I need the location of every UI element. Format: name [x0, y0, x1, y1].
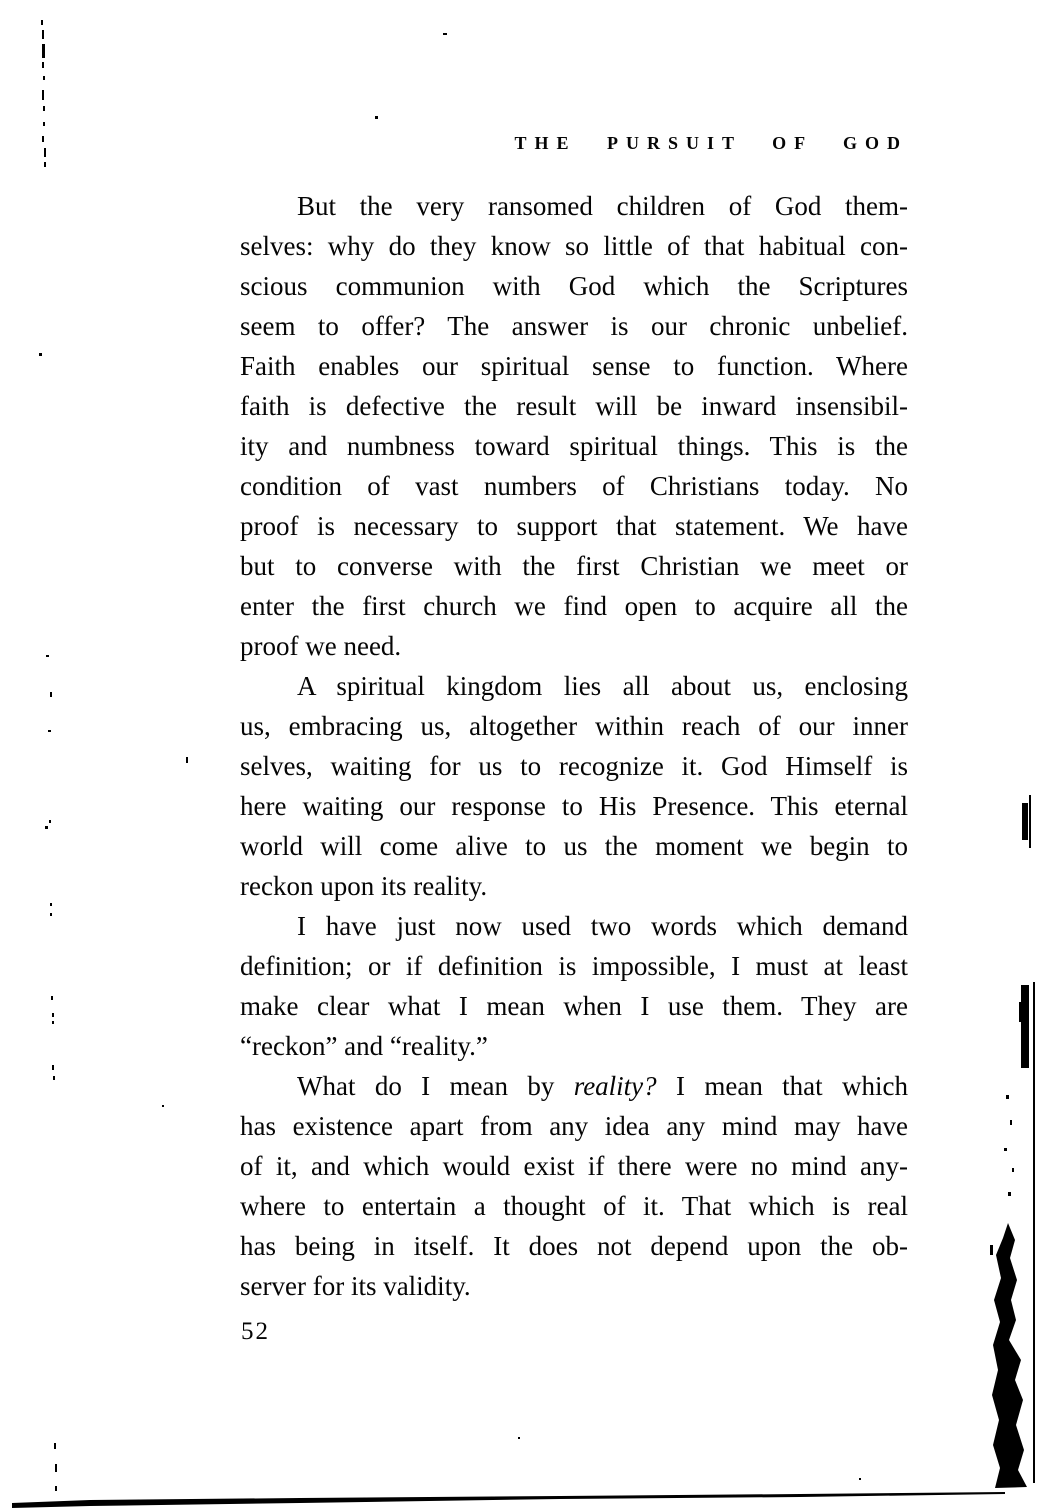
text-line: ity and numbness toward spiritual things. This is the — [240, 431, 908, 461]
text-line: definition; or if definition is impossible, I must at least — [240, 951, 908, 981]
italic-word: reality? — [573, 1071, 657, 1101]
text-line: reckon upon its reality. — [240, 871, 488, 901]
text-line: Faith enables our spiritual sense to function. Where — [240, 351, 908, 381]
text-line: selves, waiting for us to recognize it. God Himself is — [240, 751, 908, 781]
scan-artifact-left-dashed-line — [41, 20, 46, 167]
scan-artifact-right-smudge — [992, 1223, 1027, 1488]
text-line: where to entertain a thought of it. That which is real — [240, 1191, 908, 1221]
text-line: scious communion with God which the Scriptures — [240, 271, 908, 301]
text-line: faith is defective the result will be inward insensibil- — [240, 391, 908, 421]
text-line: selves: why do they know so little of that habitual con- — [240, 231, 908, 261]
text-line: has being in itself. It does not depend upon the ob- — [240, 1231, 908, 1261]
scan-artifact-bottom-left-dashes — [54, 1443, 57, 1491]
scan-artifact-right-marks — [990, 795, 1035, 1483]
scan-artifact-bottom-line — [12, 1492, 1005, 1508]
text-line: has existence apart from any idea any mind may have — [240, 1111, 908, 1141]
text-line: seem to offer? The answer is our chronic unbelief. — [240, 311, 908, 341]
text-line: make clear what I mean when I use them. They are — [240, 991, 908, 1021]
text-line: world will come alive to us the moment we begin to — [240, 831, 908, 861]
text-segment: I mean that which — [656, 1071, 908, 1101]
text-line: enter the first church we find open to acquire all the — [240, 591, 908, 621]
text-segment: What do I mean by — [297, 1071, 574, 1101]
text-line: here waiting our response to His Presence. This eternal — [240, 791, 908, 821]
text-line: but to converse with the first Christian we meet or — [240, 551, 908, 581]
text-line: server for its validity. — [240, 1271, 471, 1301]
text-line: us, embracing us, altogether within reach of our inner — [240, 711, 908, 741]
text-line: proof is necessary to support that statement. We have — [240, 511, 908, 541]
text-line: I have just now used two words which demand — [297, 911, 908, 941]
text-line: But the very ransomed children of God them- — [297, 191, 908, 221]
text-line: “reckon” and “reality.” — [240, 1031, 488, 1061]
page-number: 52 — [241, 1318, 270, 1345]
text-line: of it, and which would exist if there were no mind any- — [240, 1151, 908, 1181]
text-line: condition of vast numbers of Christians today. No — [240, 471, 908, 501]
text-line: proof we need. — [240, 631, 402, 661]
text-line — [240, 1066, 908, 1106]
body-text — [240, 186, 908, 1306]
running-header: THE PURSUIT OF GOD — [514, 133, 908, 153]
text-line: A spiritual kingdom lies all about us, enclosing — [297, 671, 908, 701]
